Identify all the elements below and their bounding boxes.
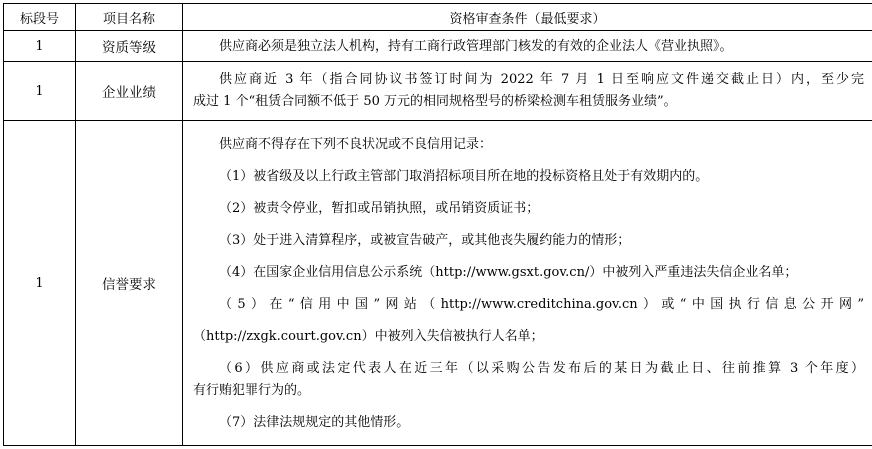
condition-item: （6）供应商或法定代表人在近三年（以采购公告发布后的某日为截止日、往前推算 3 个年度） (219, 361, 864, 376)
condition-text: 供应商必须是独立法人机构，持有工商行政管理部门核发的有效的企业法人《营业执照》。 (219, 38, 733, 54)
condition-item: （3）处于进入清算程序，或被宣告破产，或其他丧失履约能力的情形； (219, 233, 631, 248)
segment-number: 1 (4, 31, 76, 62)
condition-item: （7）法律法规规定的其他情形。 (219, 415, 410, 430)
condition-cell (183, 62, 872, 121)
item-name: 信誉要求 (76, 121, 183, 446)
condition-item: （1）被省级及以上行政主管部门取消招标项目所在地的投标资格且处于有效期内的。 (219, 169, 709, 184)
table-row (4, 62, 872, 121)
condition-item-continued: （http://zxgk.court.gov.cn）中被列入失信被执行人名单； (193, 329, 544, 344)
condition-cell (183, 121, 872, 446)
qualification-table (3, 3, 872, 446)
header-row (4, 4, 872, 31)
condition-item-continued: 有行贿犯罪行为的。 (193, 383, 311, 398)
condition-intro: 供应商不得存在下列不良状况或不良信用记录： (219, 137, 493, 152)
item-name: 企业业绩 (76, 62, 183, 121)
header-segment: 标段号 (4, 4, 76, 31)
condition-item: （4）在国家企业信用信息公示系统（http://www.gsxt.gov.cn/）中被列入严重违法失信企业名单； (219, 265, 798, 280)
segment-number: 1 (4, 121, 76, 446)
condition-item: （5）在“信用中国”网站（http://www.creditchina.gov.cn）或“中国执行信息公开网” (219, 297, 864, 312)
segment-number: 1 (4, 62, 76, 121)
condition-text-line: 成过 1 个“租赁合同额不低于 50 万元的相同规格型号的桥梁检测车租赁服务业绩”。 (193, 94, 677, 109)
header-conditions: 资格审查条件（最低要求） (183, 4, 872, 31)
condition-cell (183, 31, 872, 62)
header-item-name: 项目名称 (76, 4, 183, 31)
table-row (4, 31, 872, 62)
table-row (4, 121, 872, 446)
condition-text-line: 供应商近 3 年（指合同协议书签订时间为 2022 年 7 月 1 日至响应文件递交截止日）内，至少完 (219, 72, 864, 87)
condition-item: （2）被责令停业，暂扣或吊销执照，或吊销资质证书； (219, 201, 540, 216)
item-name: 资质等级 (76, 31, 183, 62)
